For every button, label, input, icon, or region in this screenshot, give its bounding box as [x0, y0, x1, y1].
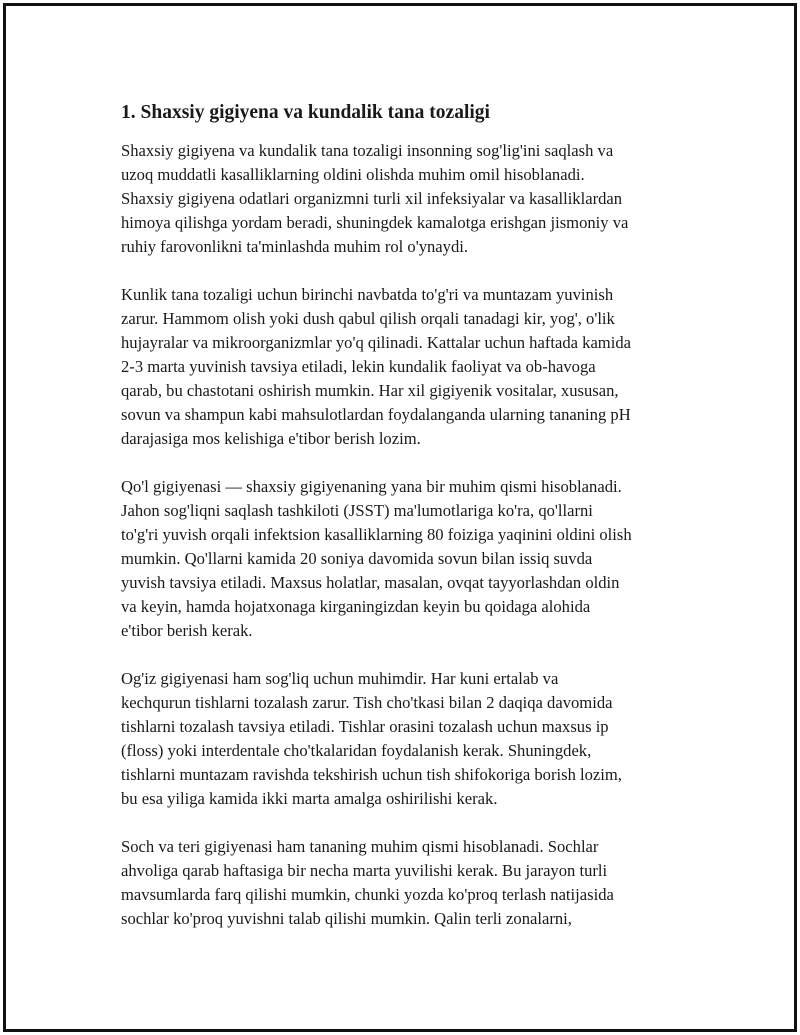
text-line: va keyin, hamda hojatxonaga kirganingizdan keyin bu qoidaga alohida — [121, 597, 591, 616]
text-line: yuvish tavsiya etiladi. Maxsus holatlar, masalan, ovqat tayyorlashdan oldin — [121, 573, 620, 592]
text-line: himoya qilishga yordam beradi, shuningdek kamalotga erishgan jismoniy va — [121, 213, 629, 232]
text-line: Qo'l gigiyenasi — shaxsiy gigiyenaning yana bir muhim qismi hisoblanadi. — [121, 477, 622, 496]
text-line: to'g'ri yuvish orqali infektsion kasalliklarning 80 foiziga yaqinini oldini olish — [121, 525, 632, 544]
text-line: darajasiga mos kelishiga e'tibor berish lozim. — [121, 429, 421, 448]
text-line: Og'iz gigiyenasi ham sog'liq uchun muhimdir. Har kuni ertalab va — [121, 669, 559, 688]
text-line: sochlar ko'proq yuvishni talab qilishi mumkin. Qalin terli zonalarni, — [121, 909, 572, 928]
text-line: ahvoliga qarab haftasiga bir necha marta yuvilishi kerak. Bu jarayon turli — [121, 861, 608, 880]
text-line: bu esa yiliga kamida ikki marta amalga oshirilishi kerak. — [121, 789, 498, 808]
text-line: qarab, bu chastotani oshirish mumkin. Har xil gigiyenik vositalar, xususan, — [121, 381, 619, 400]
paragraph-oral-hygiene — [121, 667, 701, 811]
text-line: Shaxsiy gigiyena va kundalik tana tozaligi insonning sog'lig'ini saqlash va — [121, 141, 614, 160]
text-line: Shaxsiy gigiyena odatlari organizmni turli xil infeksiyalar va kasalliklardan — [121, 189, 623, 208]
text-line: (floss) yoki interdentale cho'tkalaridan foydalanish kerak. Shuningdek, — [121, 741, 592, 760]
text-line: zarur. Hammom olish yoki dush qabul qilish orqali tanadagi kir, yog', o'lik — [121, 309, 615, 328]
text-line: tishlarni tozalash tavsiya etiladi. Tishlar orasini tozalash uchun maxsus ip — [121, 717, 609, 736]
text-line: 2-3 marta yuvinish tavsiya etiladi, lekin kundalik faoliyat va ob-havoga — [121, 357, 596, 376]
document-body — [121, 101, 701, 931]
text-line: e'tibor berish kerak. — [121, 621, 253, 640]
section-heading: 1. Shaxsiy gigiyena va kundalik tana tozaligi — [121, 102, 490, 123]
text-line: tishlarni muntazam ravishda tekshirish uchun tish shifokoriga borish lozim, — [121, 765, 622, 784]
text-line: kechqurun tishlarni tozalash zarur. Tish cho'tkasi bilan 2 daqiqa davomida — [121, 693, 613, 712]
text-line: Kunlik tana tozaligi uchun birinchi navbatda to'g'ri va muntazam yuvinish — [121, 285, 614, 304]
text-line: Soch va teri gigiyenasi ham tananing muhim qismi hisoblanadi. Sochlar — [121, 837, 599, 856]
paragraph-hair-skin-hygiene — [121, 835, 701, 931]
text-line: hujayralar va mikroorganizmlar yo'q qilinadi. Kattalar uchun haftada kamida — [121, 333, 631, 352]
text-line: mavsumlarda farq qilishi mumkin, chunki yozda ko'proq terlash natijasida — [121, 885, 614, 904]
paragraph-hand-hygiene — [121, 475, 701, 643]
text-line: uzoq muddatli kasalliklarning oldini olishda muhim omil hisoblanadi. — [121, 165, 585, 184]
text-line: ruhiy farovonlikni ta'minlashda muhim rol o'ynaydi. — [121, 237, 469, 256]
text-line: mumkin. Qo'llarni kamida 20 soniya davomida sovun bilan issiq suvda — [121, 549, 593, 568]
paragraph-intro — [121, 139, 701, 259]
text-line: sovun va shampun kabi mahsulotlardan foydalanganda ularning tananing pH — [121, 405, 631, 424]
text-line: Jahon sog'liqni saqlash tashkiloti (JSST) ma'lumotlariga ko'ra, qo'llarni — [121, 501, 593, 520]
paragraph-body-cleanliness — [121, 283, 701, 451]
document-page — [3, 3, 797, 1032]
